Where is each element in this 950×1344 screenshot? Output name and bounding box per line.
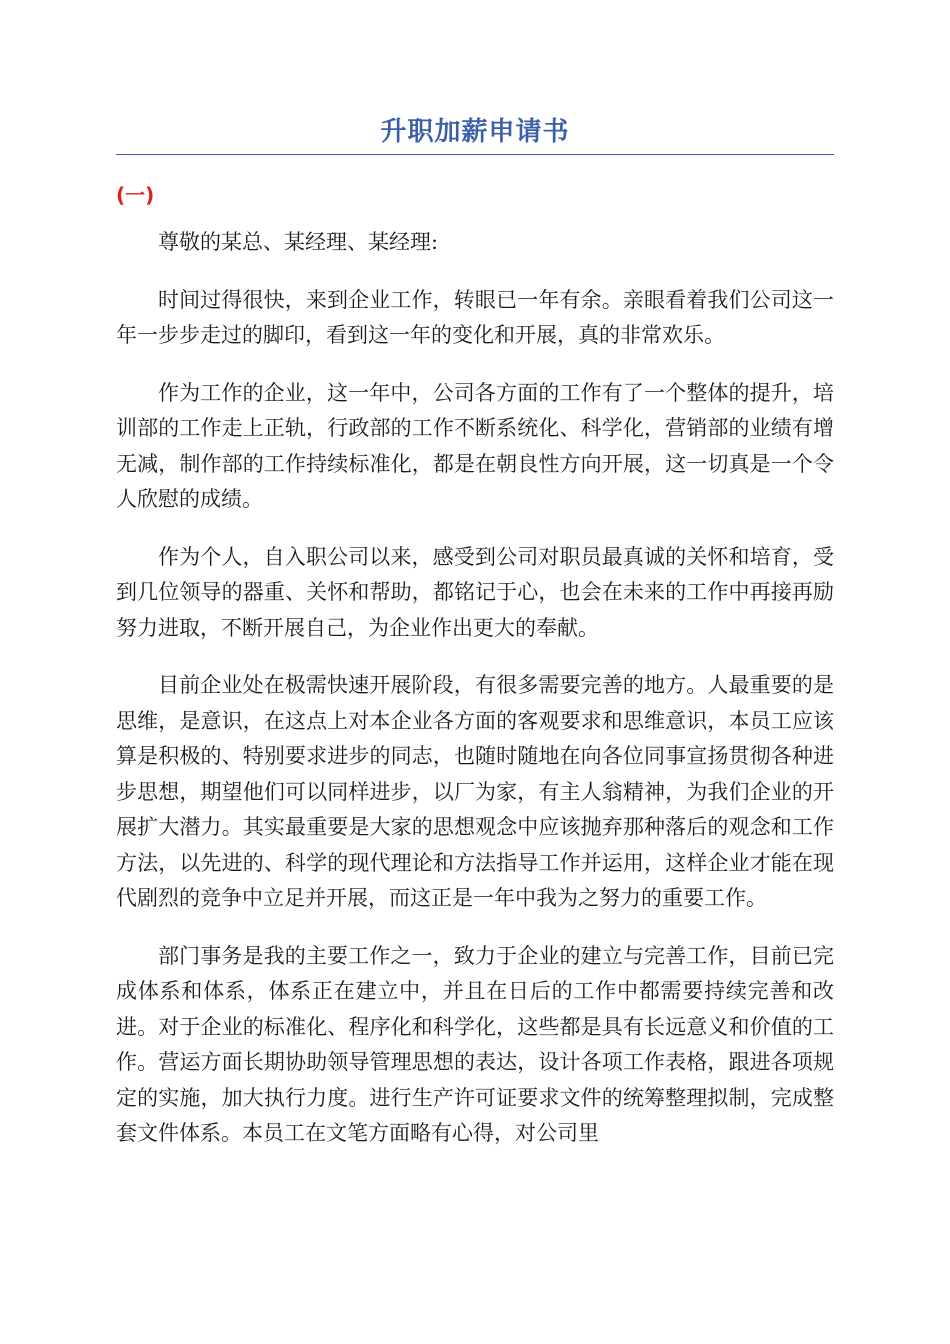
title-underline (116, 154, 834, 155)
paragraph: 时间过得很快，来到企业工作，转眼已一年有余。亲眼看着我们公司这一年一步步走过的脚印，看到这一年的变化和开展，真的非常欢乐。 (116, 287, 834, 347)
paragraph: 作为个人，自入职公司以来，感受到公司对职员最真诚的关怀和培育，受到几位领导的器重、关怀和帮助，都铭记于心，也会在未来的工作中再接再励努力进取，不断开展自己，为企业作出更大的奉献。 (116, 544, 834, 640)
salutation: 尊敬的某总、某经理、某经理: (158, 230, 439, 254)
section-heading: (一) (116, 183, 155, 207)
document-body (116, 225, 834, 1174)
paragraph: 作为工作的企业，这一年中，公司各方面的工作有了一个整体的提升，培训部的工作走上正轨，行政部的工作不断系统化、科学化，营销部的业绩有增无减，制作部的工作持续标准化，都是在朝良性方向开展，这一切真是一个令人欣慰的成绩。 (116, 380, 834, 511)
paragraph: 目前企业处在极需快速开展阶段，有很多需要完善的地方。人最重要的是思维，是意识，在这点上对本企业各方面的客观要求和思维意识，本员工应该算是积极的、特别要求进步的同志，也随时随地在向各位同事宣扬贯彻各种进步思想，期望他们可以同样进步，以厂为家，有主人翁精神，为我们企业的开展扩大潜力。其实最重要是大家的思想观念中应该抛弃那种落后的观念和工作方法，以先进的、科学的现代理论和方法指导工作并运用，这样企业才能在现代剧烈的竞争中立足并开展，而这正是一年中我为之努力的重要工作。 (116, 673, 834, 910)
paragraph: 部门事务是我的主要工作之一，致力于企业的建立与完善工作，目前已完成体系和体系，体系正在建立中，并且在日后的工作中都需要持续完善和改进。对于企业的标准化、程序化和科学化，这些都是具有长远意义和价值的工作。营运方面长期协助领导管理思想的表达，设计各项工作表格，跟进各项规定的实施，加大执行力度。进行生产许可证要求文件的统筹整理拟制，完成整套文件体系。本员工在文笔方面略有心得，对公司里 (116, 943, 834, 1145)
document-title: 升职加薪申请书 (380, 117, 570, 147)
